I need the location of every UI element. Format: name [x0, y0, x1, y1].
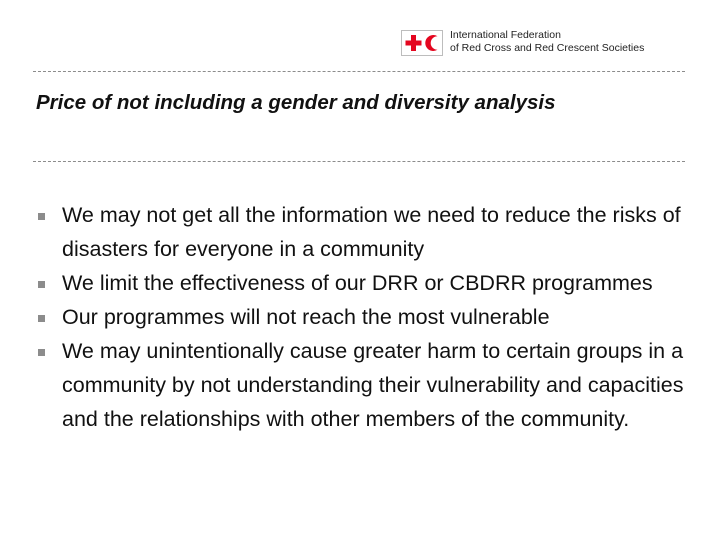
logo-text	[450, 29, 644, 55]
top-divider	[33, 71, 685, 72]
bullet-item	[36, 266, 686, 300]
bullet-text: We limit the effectiveness of our DRR or CBDRR programmes	[62, 271, 653, 295]
ifrc-logo	[398, 26, 698, 60]
square-bullet-icon	[38, 281, 45, 288]
title-divider	[33, 161, 685, 162]
square-bullet-icon	[38, 315, 45, 322]
bullet-item	[36, 198, 686, 266]
red-cross-crescent-icon	[401, 30, 443, 56]
slide-title: Price of not including a gender and diversity analysis	[36, 91, 556, 114]
logo-line-1: International Federation	[450, 29, 561, 41]
bullet-text: We may unintentionally cause greater harm to certain groups in a community by not understanding their vulnerability and capacities and the relationships with other members of the community.	[62, 339, 684, 431]
square-bullet-icon	[38, 349, 45, 356]
bullet-item	[36, 300, 686, 334]
bullet-list	[36, 198, 686, 436]
bullet-item	[36, 334, 686, 436]
bullet-text: Our programmes will not reach the most vulnerable	[62, 305, 550, 329]
logo-line-2: of Red Cross and Red Crescent Societies	[450, 42, 645, 54]
bullet-text: We may not get all the information we need to reduce the risks of disasters for everyone in a community	[62, 203, 681, 261]
square-bullet-icon	[38, 213, 45, 220]
